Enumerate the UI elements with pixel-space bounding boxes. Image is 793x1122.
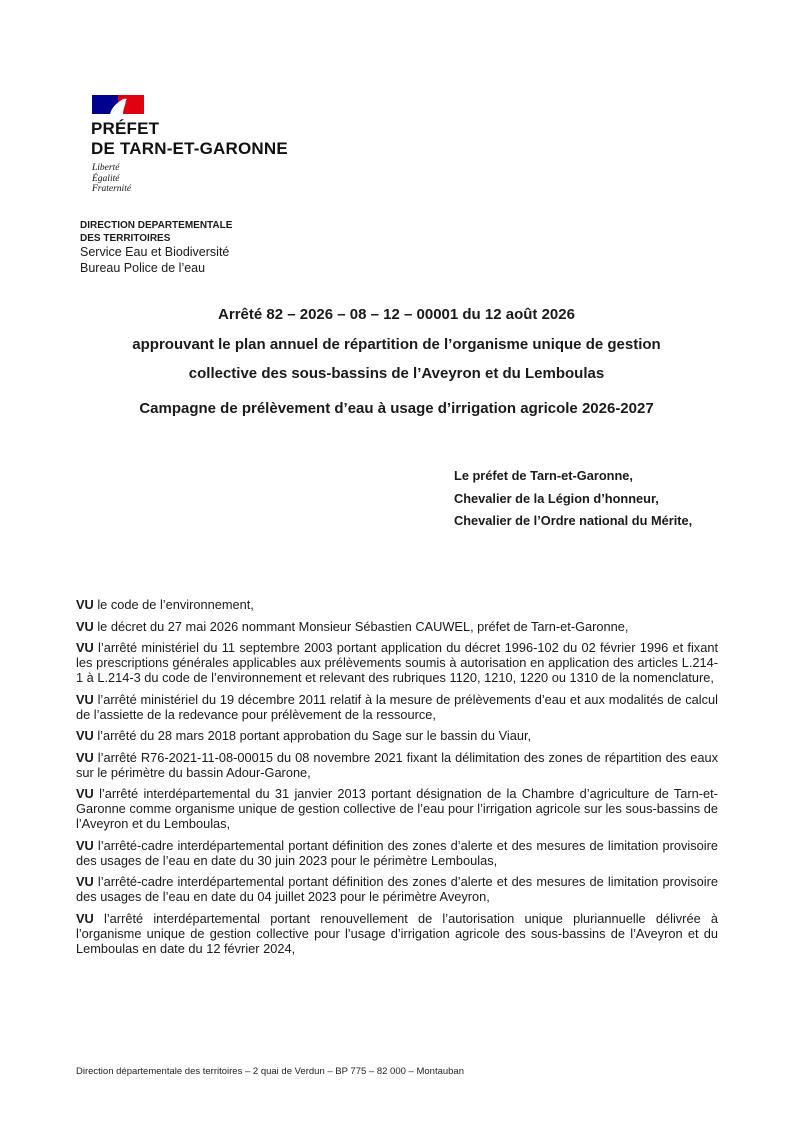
considerant-prefix: VU xyxy=(76,597,94,612)
signatory-block xyxy=(454,465,692,533)
considerant-item xyxy=(76,640,718,685)
signatory-line1: Le préfet de Tarn-et-Garonne, xyxy=(454,468,633,483)
direction-line2: DES TERRITOIRES xyxy=(80,232,171,244)
considerant-prefix: VU xyxy=(76,640,94,655)
considerant-item xyxy=(76,786,718,831)
considerant-prefix: VU xyxy=(76,691,94,707)
considerant-text: l’arrêté du 28 mars 2018 portant approbation du Sage sur le bassin du Viaur, xyxy=(97,728,532,743)
considerant-text: le code de l’environnement, xyxy=(97,597,254,612)
considerant-prefix: VU xyxy=(76,786,94,801)
issuing-direction xyxy=(80,220,232,276)
motto-egalite: Égalité xyxy=(92,173,120,184)
considerant-item xyxy=(76,692,718,722)
considerant-text: l’arrêté-cadre interdépartemental portant définition des zones d’alerte et des mesures de limitation provisoire des usages de l’eau en date du 30 juin 2023 pour le périmètre Lemboulas, xyxy=(76,837,718,868)
motto-fraternite: Fraternité xyxy=(92,184,132,194)
considerant-prefix: VU xyxy=(76,618,94,634)
considerant-text: l’arrêté R76-2021-11-08-00015 du 08 novembre 2021 fixant la délimitation des zones de répartition des eaux sur le périmètre du bassin Adour-Garone, xyxy=(76,749,718,780)
signatory-line2: Chevalier de la Légion d’honneur, xyxy=(454,490,659,506)
institution-line1: PRÉFET xyxy=(91,119,160,138)
considerant-text: l’arrêté ministériel du 11 septembre 2003 portant application du décret 1996-102 du 02 février 1996 et fixant les prescriptions générales applicables aux prélèvements soumis à autorisation en application des articles L.214-1 à L.214-3 du code de l’environnement et relevant des rubriques 1120, 1210, 1220 ou 1310 de la nomenclature, xyxy=(76,640,718,685)
considerants-list xyxy=(76,597,718,962)
considerant-text: l’arrêté interdépartemental portant renouvellement de l’autorisation unique pluriannuelle délivrée à l’organisme unique de gestion collective pour l’usage d’irrigation agricole des sous-bassins de l’Aveyron et du Lemboulas en date du 12 février 2024, xyxy=(76,910,719,956)
considerant-prefix: VU xyxy=(76,749,94,765)
decree-title-line3: collective des sous-bassins de l’Aveyron et du Lemboulas xyxy=(188,365,605,382)
decree-title-line1: Arrêté 82 – 2026 – 08 – 12 – 00001 du 12 août 2026 xyxy=(218,306,575,323)
considerant-item xyxy=(76,619,718,634)
motto xyxy=(92,163,131,195)
institution-name xyxy=(91,119,288,159)
considerant-prefix: VU xyxy=(76,910,94,926)
considerant-text: le décret du 27 mai 2026 nommant Monsieur Sébastien CAUWEL, préfet de Tarn-et-Garonne, xyxy=(97,618,629,634)
considerant-item xyxy=(76,728,718,743)
motto-liberte: Liberté xyxy=(92,163,120,173)
decree-title-line2: approuvant le plan annuel de répartition de l’organisme unique de gestion xyxy=(132,336,661,353)
direction-service: Service Eau et Biodiversité xyxy=(80,245,230,259)
considerant-text: l’arrêté-cadre interdépartemental portant définition des zones d’alerte et des mesures de limitation provisoire des usages de l’eau en date du 04 juillet 2023 pour le périmètre Aveyron, xyxy=(76,874,718,904)
considerant-item xyxy=(76,597,718,612)
considerant-item xyxy=(76,750,718,780)
considerant-prefix: VU xyxy=(76,728,94,743)
marianne-flag-logo xyxy=(92,95,144,114)
considerant-prefix: VU xyxy=(76,874,94,889)
considerant-text: l’arrêté interdépartemental du 31 janvier 2013 portant désignation de la Chambre d’agriculture de Tarn-et-Garonne comme organisme unique de gestion collective de l’eau pour l’irrigation agricole sur les sous-bassins de l’Aveyron et du Lemboulas, xyxy=(76,786,718,831)
direction-line1: DIRECTION DEPARTEMENTALE xyxy=(80,220,233,231)
signatory-line3: Chevalier de l’Ordre national du Mérite, xyxy=(454,513,693,528)
considerant-item xyxy=(76,911,718,956)
direction-bureau: Bureau Police de l’eau xyxy=(80,260,206,275)
considerant-item xyxy=(76,874,718,904)
considerant-item xyxy=(76,838,718,868)
considerant-text: l’arrêté ministériel du 19 décembre 2011 relatif à la mesure de prélèvements d’eau et aux modalités de calcul de l’assiette de la redevance pour prélèvement de la ressource, xyxy=(76,691,718,722)
institution-line2: DE TARN-ET-GARONNE xyxy=(91,139,288,158)
decree-campaign-title: Campagne de prélèvement d’eau à usage d’irrigation agricole 2026-2027 xyxy=(139,400,654,417)
footer-address: Direction départementale des territoires – 2 quai de Verdun – BP 775 – 82 000 – Montauban xyxy=(76,1066,465,1077)
considerant-prefix: VU xyxy=(76,837,94,853)
